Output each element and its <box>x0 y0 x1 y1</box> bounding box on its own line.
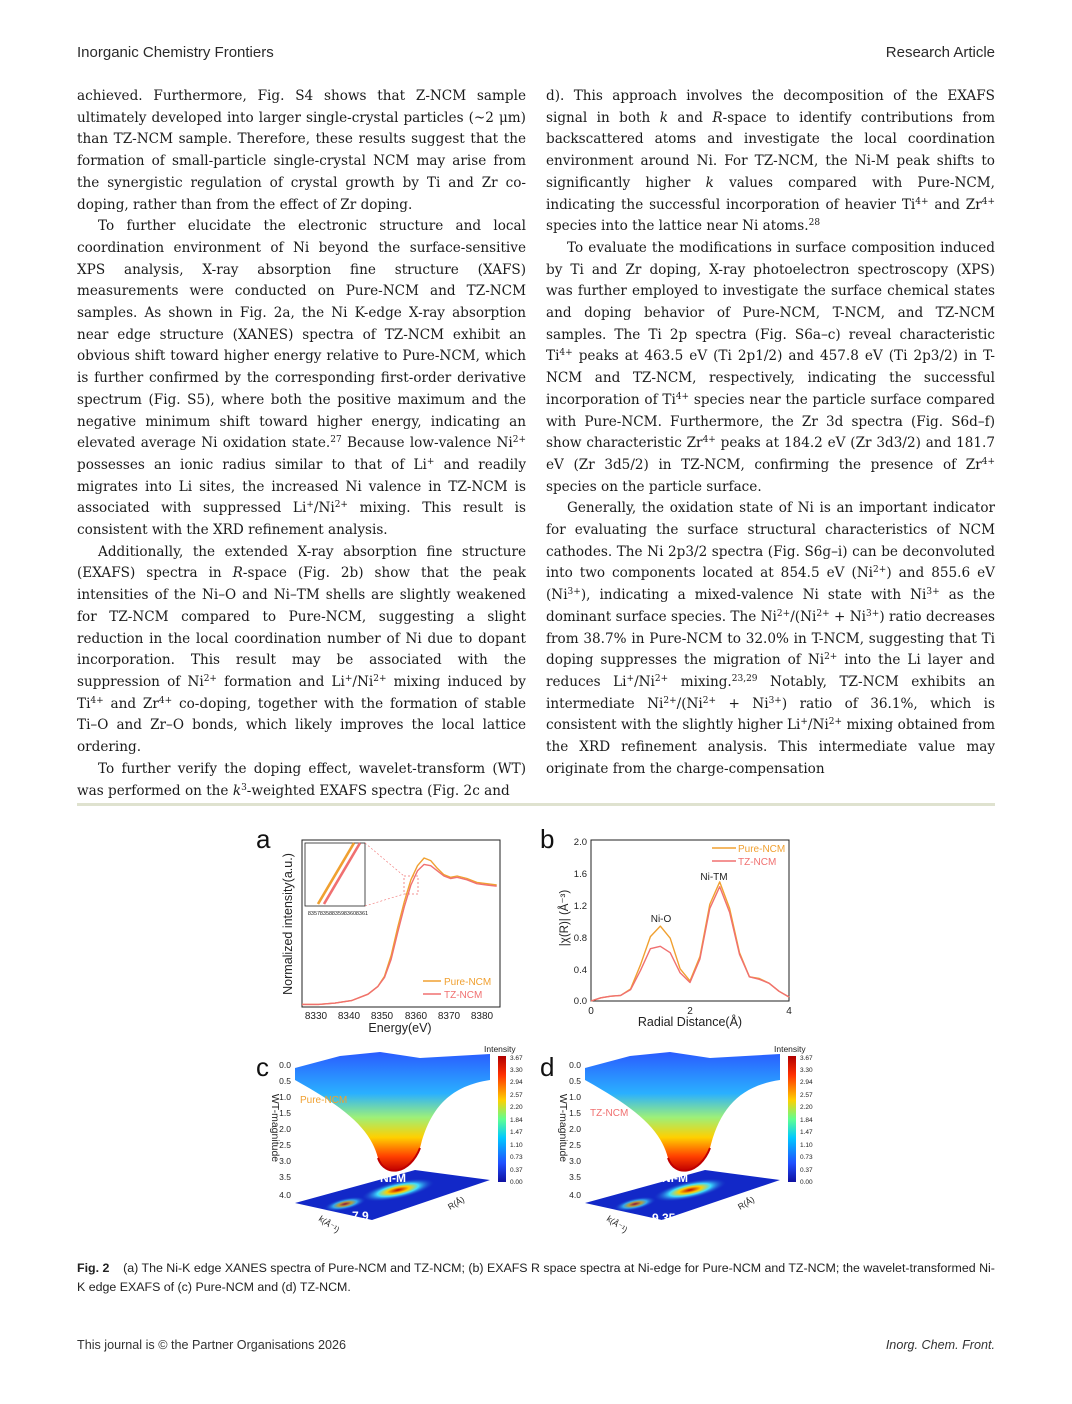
legend-tz: TZ-NCM <box>444 990 483 1001</box>
svg-text:2.0: 2.0 <box>279 1124 291 1134</box>
x-tick: 2 <box>687 1006 693 1017</box>
paragraph: Additionally, the extended X-ray absorption fine structure (EXAFS) spectra in R-space (Fig. 2b) show that the peak intensities of the Ni–O and Ni–TM shells are slightly weakened for TZ-NCM compared to Pure-NCM, suggesting a slight reduction in the local coordination number of Ni due to dopant incorporation. This result may be associated with the suppression of $Ni^{2+}$ formation and $Li^+/Ni^{2+}$ mixing induced by $Ti^{4+}$ and $Zr^{4+}$ co-doping, together with the formation of stable Ti–O and Zr–O bonds, which likely improves the local lattice ordering. <box>77 543 526 756</box>
svg-text:0.00: 0.00 <box>510 1179 523 1186</box>
footer-copyright: This journal is © the Partner Organisations 2026 <box>77 1338 346 1352</box>
svg-text:2.0: 2.0 <box>569 1124 581 1134</box>
svg-text:3.5: 3.5 <box>279 1172 291 1182</box>
colorbar-title: Intensity <box>484 1044 516 1054</box>
svg-text:0.37: 0.37 <box>510 1167 523 1174</box>
svg-text:1.5: 1.5 <box>279 1108 291 1118</box>
x-tick: 0 <box>588 1006 594 1017</box>
legend-pure: Pure-NCM <box>738 844 786 855</box>
svg-text:0.5: 0.5 <box>279 1076 291 1086</box>
body-column-right <box>546 86 995 781</box>
peak-label-ni-o: Ni-O <box>650 914 672 925</box>
panel-d-wt-plot <box>557 1044 813 1235</box>
paragraph: achieved. Furthermore, Fig. S4 shows that Z-NCM sample ultimately developed into larger single-crystal particles (~2 μm) than TZ-NCM sample. Therefore, these results suggest that the formation of small-particle single-crystal NCM may arise from the synergistic regulation of crystal growth by Ti and Zr co-doping, rather than from the effect of Zr doping. <box>77 88 526 213</box>
figure-divider <box>77 803 995 806</box>
svg-text:3.0: 3.0 <box>279 1156 291 1166</box>
panel-b-plot <box>558 837 792 1029</box>
footer-journal: Inorg. Chem. Front. <box>885 1338 995 1352</box>
peak-label: Ni-M <box>380 1171 406 1185</box>
y-tick: 2.0 <box>573 837 587 848</box>
svg-text:2.94: 2.94 <box>510 1079 523 1086</box>
panel-a-letter: a <box>256 824 271 854</box>
x-tick: 4 <box>786 1006 792 1017</box>
svg-text:2.5: 2.5 <box>279 1140 291 1150</box>
x-tick: 8330 <box>304 1011 328 1022</box>
svg-text:3.67: 3.67 <box>800 1055 813 1062</box>
panel-c-letter: c <box>256 1052 269 1082</box>
y-axis-label: |χ(R)| (Å⁻³) <box>559 889 571 947</box>
svg-text:1.47: 1.47 <box>800 1129 813 1136</box>
paragraph: To further elucidate the electronic structure and local coordination environment of Ni beyond the surface-sensitive XPS analysis, X-ray absorption fine structure (XAFS) measurements were conducted on Pure-NCM and TZ-NCM samples. As shown in Fig. 2a, the Ni K-edge X-ray absorption near edge structure (XANES) spectra of TZ-NCM exhibit an obvious shift toward higher energy relative to Pure-NCM, which is further confirmed by the corresponding first-order derivative spectrum (Fig. S5), where both the positive maximum and the negative minimum shift toward higher energy, indicating an elevated average Ni oxidation state.$^{27}$ Because low-valence $Ni^{2+}$ possesses an ionic radius similar to that of Li+ and readily migrates into Li sites, the increased Ni valence in TZ-NCM is associated with suppressed $Li^+/Ni^{2+}$ mixing. This result is consistent with the XRD refinement analysis. <box>77 218 527 539</box>
svg-text:2.57: 2.57 <box>510 1092 523 1099</box>
paragraph: Generally, the oxidation state of Ni is an important indicator for evaluating the surface structural characteristics of NCM cathodes. The Ni 2p3/2 spectra (Fig. S6g–i) can be deconvoluted into two components located at 854.5 eV $(Ni^{2+})$ and 855.6 eV $(Ni^{3+})$, indicating a mixed-valence Ni state with $Ni^{3+}$ as the dominant surface species. The $Ni^{2+}/(Ni^{2+} + Ni^{3+})$ ratio decreases from 38.7% in Pure-NCM to 32.0% in T-NCM, suggesting that Ti doping suppresses the migration of $Ni^{2+}$ into the Li layer and reduces $Li^+/Ni^{2+}$ mixing.$^{23,29}$ Notably, TZ-NCM exhibits an intermediate $Ni^{2+}/(Ni^{2+} + Ni^{3+})$ ratio of 36.1%, which is consistent with the slightly higher $Li^+/Ni^{2+}$ mixing obtained from the XRD refinement analysis. This intermediate value may originate from the charge-compensation <box>546 500 996 777</box>
svg-text:3.0: 3.0 <box>569 1156 581 1166</box>
paragraph: d). This approach involves the decomposition of the EXAFS signal in both k and R-space to identify contributions from backscattered atoms and investigate the local coordination environment around Ni. For TZ-NCM, the Ni-M peak shifts to significantly higher k values compared with Pure-NCM, indicating the successful incorporation of heavier $Ti^{4+}$ and $Zr^{4+}$ species into the lattice near Ni atoms.$^{28}$ <box>546 88 996 235</box>
peak-label-ni-tm: Ni-TM <box>700 872 728 883</box>
svg-text:1.10: 1.10 <box>510 1142 523 1149</box>
sample-label: TZ-NCM <box>590 1108 629 1119</box>
colorbar <box>788 1056 796 1182</box>
paragraph: To further verify the doping effect, wavelet-transform (WT) was performed on the $k^3$-weighted EXAFS spectra (Fig. 2c and <box>77 760 526 799</box>
svg-text:0.0: 0.0 <box>279 1060 291 1070</box>
peak-value: 7.9 <box>352 1209 369 1223</box>
z-axis-label: WT-magnitude <box>557 1093 569 1163</box>
x-axis-label: k(Å⁻¹) <box>316 1213 342 1235</box>
peak-value: 9.35 <box>652 1211 676 1225</box>
body-column-left <box>77 86 526 802</box>
y-axis-label: R(Å) <box>446 1194 467 1212</box>
peak-label: Ni-M <box>662 1171 688 1185</box>
svg-text:0.73: 0.73 <box>800 1154 813 1161</box>
inset-tick: 8360 <box>343 911 357 917</box>
svg-text:2.20: 2.20 <box>510 1104 523 1111</box>
panel-b-letter: b <box>540 824 555 854</box>
svg-text:1.0: 1.0 <box>279 1092 291 1102</box>
sample-label: Pure-NCM <box>300 1095 348 1106</box>
svg-text:1.84: 1.84 <box>510 1117 523 1124</box>
svg-text:4.0: 4.0 <box>279 1190 291 1200</box>
svg-text:2.57: 2.57 <box>800 1092 813 1099</box>
svg-text:0.0: 0.0 <box>569 1060 581 1070</box>
svg-text:3.30: 3.30 <box>510 1067 523 1074</box>
svg-text:0.00: 0.00 <box>800 1179 813 1186</box>
x-tick: 8360 <box>404 1011 428 1022</box>
panel-a-plot <box>281 840 500 1035</box>
legend-tz: TZ-NCM <box>738 857 777 868</box>
x-tick: 8370 <box>437 1011 461 1022</box>
inset-tick: 8357 <box>307 911 321 917</box>
caption-text: (a) The Ni-K edge XANES spectra of Pure-NCM and TZ-NCM; (b) EXAFS R space spectra at Ni-edge for Pure-NCM and TZ-NCM; the wavelet-transformed Ni-K edge EXAFS of (c) Pure-NCM and (d) TZ-NCM. <box>77 1261 995 1294</box>
x-tick: 8380 <box>470 1011 494 1022</box>
svg-text:1.0: 1.0 <box>569 1092 581 1102</box>
x-axis-label: k(Å⁻¹) <box>604 1213 630 1235</box>
x-axis-label: Energy(eV) <box>368 1021 432 1035</box>
inset-tick: 8358 <box>319 911 333 917</box>
legend-pure: Pure-NCM <box>444 977 492 988</box>
svg-text:1.47: 1.47 <box>510 1129 523 1136</box>
x-tick: 8340 <box>337 1011 361 1022</box>
z-axis-label: WT-magnitude <box>269 1093 281 1163</box>
y-tick: 1.2 <box>573 901 587 912</box>
svg-text:2.5: 2.5 <box>569 1140 581 1150</box>
article-type: Research Article <box>885 44 995 61</box>
x-tick: 8350 <box>370 1011 394 1022</box>
y-axis-label: R(Å) <box>736 1194 757 1212</box>
svg-text:2.94: 2.94 <box>800 1079 813 1086</box>
svg-text:0.37: 0.37 <box>800 1167 813 1174</box>
y-tick: 0.4 <box>573 965 587 976</box>
x-axis-label: Radial Distance(Å) <box>637 1015 743 1029</box>
caption-label: Fig. 2 <box>77 1261 110 1275</box>
panel-d-letter: d <box>540 1052 555 1082</box>
svg-text:1.10: 1.10 <box>800 1142 813 1149</box>
inset-tick: 8361 <box>355 911 369 917</box>
svg-text:2.20: 2.20 <box>800 1104 813 1111</box>
svg-text:3.5: 3.5 <box>569 1172 581 1182</box>
svg-text:4.0: 4.0 <box>569 1190 581 1200</box>
paragraph: To evaluate the modifications in surface composition induced by Ti and Zr doping, X-ray photoelectron spectroscopy (XPS) was further employed to investigate the surface chemical states and doping behavior of Pure-NCM, T-NCM, and TZ-NCM samples. The Ti 2p spectra (Fig. S6a–c) reveal characteristic $Ti^{4+}$ peaks at 463.5 eV (Ti 2p1/2) and 457.8 eV (Ti 2p3/2) in T-NCM and TZ-NCM, respectively, indicating the successful incorporation of $Ti^{4+}$ species near the particle surface compared with Pure-NCM. Furthermore, the Zr 3d spectra (Fig. S6d–f) show characteristic $Zr^{4+}$ peaks at 184.2 eV (Zr 3d3/2) and 181.7 eV (Zr 3d5/2) in TZ-NCM, confirming the presence of $Zr^{4+}$ species on the particle surface. <box>546 239 995 495</box>
svg-text:3.30: 3.30 <box>800 1067 813 1074</box>
figure-caption <box>77 1259 995 1297</box>
figure-2 <box>0 818 1072 1258</box>
panel-c-wt-plot <box>269 1044 523 1235</box>
exafs-series-tz-ncm <box>591 887 789 1001</box>
inset-tick: 8359 <box>331 911 345 917</box>
svg-text:3.67: 3.67 <box>510 1055 523 1062</box>
y-axis-label: Normalized intensity(a.u.) <box>281 853 295 995</box>
svg-text:1.84: 1.84 <box>800 1117 813 1124</box>
colorbar <box>498 1056 506 1182</box>
svg-text:0.73: 0.73 <box>510 1154 523 1161</box>
y-tick: 0.8 <box>573 933 587 944</box>
colorbar-title: Intensity <box>774 1044 806 1054</box>
journal-name: Inorganic Chemistry Frontiers <box>77 44 274 61</box>
y-tick: 1.6 <box>573 869 587 880</box>
svg-text:1.5: 1.5 <box>569 1108 581 1118</box>
svg-text:0.5: 0.5 <box>569 1076 581 1086</box>
y-tick: 0.0 <box>573 996 587 1007</box>
